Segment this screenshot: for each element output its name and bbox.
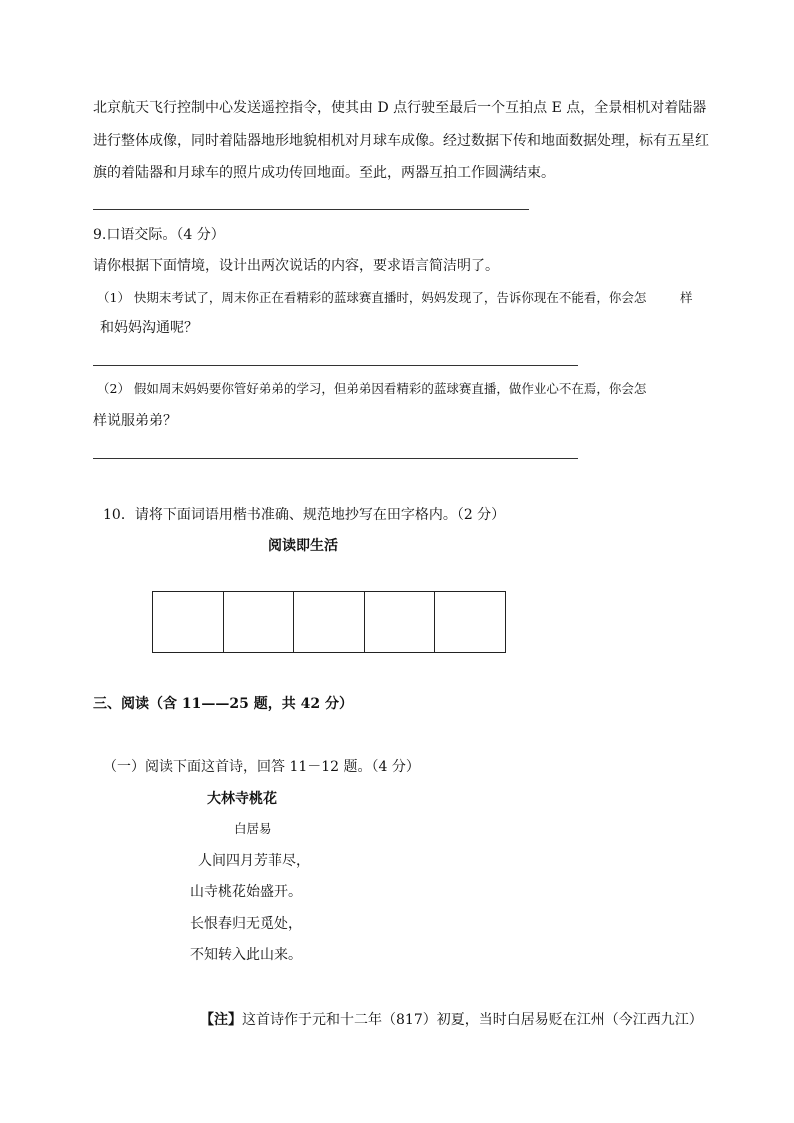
grid-cell-5[interactable] xyxy=(435,592,505,652)
grid-cell-4[interactable] xyxy=(365,592,436,652)
grid-cell-1[interactable] xyxy=(153,592,224,652)
section-3-title: 三、阅读（含 11——25 题，共 42 分） xyxy=(93,696,353,712)
q10-phrase: 阅读即生活 xyxy=(268,538,338,554)
q9-intro: 请你根据下面情境，设计出两次说话的内容，要求语言简洁明了。 xyxy=(93,258,499,274)
q9-sub1-end: 样 xyxy=(680,290,693,305)
poem-line-1: 人间四月芳菲尽， xyxy=(198,853,310,869)
q9-sub2-line1: （2） 假如周末妈妈要你管好弟弟的学习，但弟弟因看精彩的蓝球赛直播，做作业心不在焉，你会怎 xyxy=(97,381,647,396)
q9-title: 9.口语交际。（4 分） xyxy=(93,227,225,243)
poem-line-2: 山寺桃花始盛开。 xyxy=(190,884,302,900)
q10-title: 10．请将下面词语用楷书准确、规范地抄写在田字格内。（2 分） xyxy=(103,507,506,523)
poem-title: 大林寺桃花 xyxy=(207,791,277,807)
passage-line-3: 旗的着陆器和月球车的照片成功传回地面。至此，两器互拍工作圆满结束。 xyxy=(93,165,555,181)
poem-line-3: 长恨春归无觅处， xyxy=(190,916,302,932)
poem-note xyxy=(200,1010,703,1030)
answer-line-q8[interactable] xyxy=(93,209,529,210)
poem-author: 白居易 xyxy=(234,821,272,836)
passage-line-2: 进行整体成像，同时着陆器地形地貌相机对月球车成像。经过数据下传和地面数据处理，标有五星红 xyxy=(93,133,709,149)
grid-cell-2[interactable] xyxy=(224,592,295,652)
q9-sub2-line2: 样说服弟弟？ xyxy=(93,413,177,429)
reading1-intro: （一）阅读下面这首诗，回答 11－12 题。（4 分） xyxy=(103,759,420,775)
grid-cell-3[interactable] xyxy=(294,592,365,652)
tianzige-grid[interactable] xyxy=(152,591,506,653)
poem-line-4: 不知转入此山来。 xyxy=(190,947,302,963)
passage-line-1: 北京航天飞行控制中心发送遥控指令，使其由 D 点行驶至最后一个互拍点 E 点，全景相机对着陆器 xyxy=(93,100,707,116)
note-text: 这首诗作于元和十二年（817）初夏，当时白居易贬在江州（今江西九江） xyxy=(242,1012,703,1028)
note-label: 【注】 xyxy=(200,1012,242,1028)
answer-line-q9-2[interactable] xyxy=(93,458,578,459)
q9-sub1-line1: （1） 快期末考试了，周末你正在看精彩的蓝球赛直播时，妈妈发现了，告诉你现在不能看，你会怎 xyxy=(97,290,647,305)
q9-sub1-line2: 和妈妈沟通呢？ xyxy=(100,320,198,336)
answer-line-q9-1[interactable] xyxy=(93,365,578,366)
